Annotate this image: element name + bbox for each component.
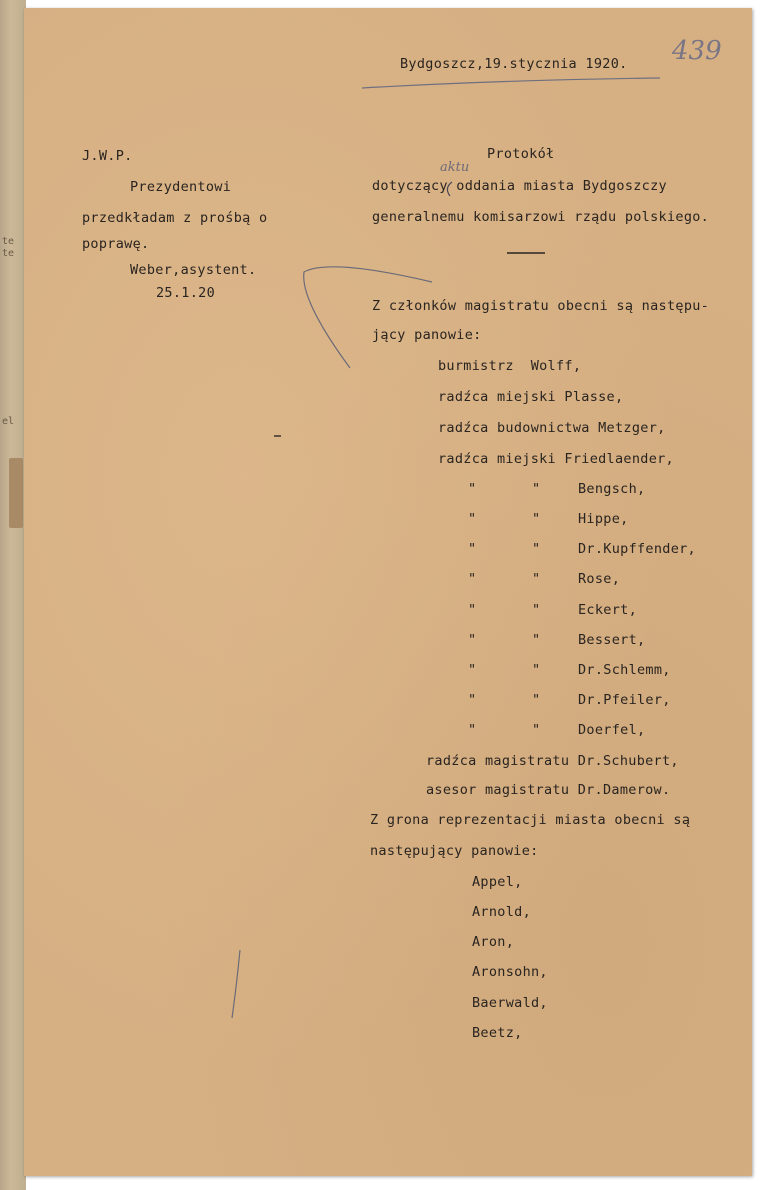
member-line: Aron, (472, 934, 515, 950)
member-line: Bengsch, (578, 481, 646, 497)
member-line: burmistrz Wolff, (438, 358, 582, 374)
ditto-mark: " (532, 662, 541, 678)
ditto-mark: " (468, 481, 477, 497)
member-line: radźca budownictwa Metzger, (438, 420, 666, 436)
member-line: Doerfel, (578, 722, 646, 738)
ditto-mark: " (532, 722, 541, 738)
member-line: Aronsohn, (472, 964, 548, 980)
archive-number: 439 (672, 36, 722, 66)
member-line: Dr.Schlemm, (578, 662, 671, 678)
member-line: Eckert, (578, 602, 637, 618)
repr-intro: Z grona reprezentacji miasta obecni są (370, 812, 691, 828)
ditto-mark: " (468, 602, 477, 618)
ditto-mark: " (468, 722, 477, 738)
ditto-mark: " (532, 481, 541, 497)
spine-label: el (2, 416, 15, 427)
left-note-line: Prezydentowi (130, 179, 232, 195)
ditto-mark: " (532, 571, 541, 587)
left-note-line: J.W.P. (82, 148, 133, 164)
ditto-mark: " (468, 511, 477, 527)
ditto-mark: " (532, 541, 541, 557)
member-line: Appel, (472, 874, 523, 890)
spine-label: te (2, 236, 15, 247)
member-line: Arnold, (472, 904, 531, 920)
ditto-mark: " (532, 511, 541, 527)
official-line: asesor magistratu Dr.Damerow. (426, 782, 671, 798)
left-note-line: poprawę. (82, 236, 150, 252)
member-line: Hippe, (578, 511, 629, 527)
document-title: Protokół (487, 146, 555, 162)
official-line: radźca magistratu Dr.Schubert, (426, 753, 679, 769)
member-line: Bessert, (578, 632, 646, 648)
handwritten-insertion: aktu (440, 160, 470, 175)
place-date: Bydgoszcz,19.stycznia 1920. (400, 56, 628, 72)
member-line: radźca miejski Plasse, (438, 389, 624, 405)
member-line: Dr.Kupffender, (578, 541, 696, 557)
ditto-mark: " (532, 632, 541, 648)
member-line: Rose, (578, 571, 621, 587)
member-line: Beetz, (472, 1025, 523, 1041)
title-line: generalnemu komisarzowi rządu polskiego. (372, 209, 710, 225)
ditto-mark: " (468, 692, 477, 708)
member-line: Baerwald, (472, 995, 548, 1011)
member-line: Dr.Pfeiler, (578, 692, 671, 708)
magistrat-intro: Z członków magistratu obecni są następu- (372, 298, 710, 314)
left-note-line: przedkładam z prośbą o (82, 210, 268, 226)
ditto-mark: " (468, 632, 477, 648)
binding-spine (0, 0, 26, 1190)
ditto-mark: " (468, 541, 477, 557)
magistrat-intro: jący panowie: (372, 327, 482, 343)
left-note-signature: Weber,asystent. (130, 262, 257, 278)
member-line: radźca miejski Friedlaender, (438, 451, 674, 467)
title-line: dotyczący oddania miasta Bydgoszczy (372, 178, 667, 194)
spine-label: te (2, 248, 15, 259)
ditto-mark: " (468, 662, 477, 678)
left-note-date: 25.1.20 (156, 285, 215, 301)
binding-tab (9, 458, 23, 528)
ditto-mark: " (532, 602, 541, 618)
ditto-mark: " (468, 571, 477, 587)
repr-intro: następujący panowie: (370, 843, 539, 859)
ditto-mark: " (532, 692, 541, 708)
